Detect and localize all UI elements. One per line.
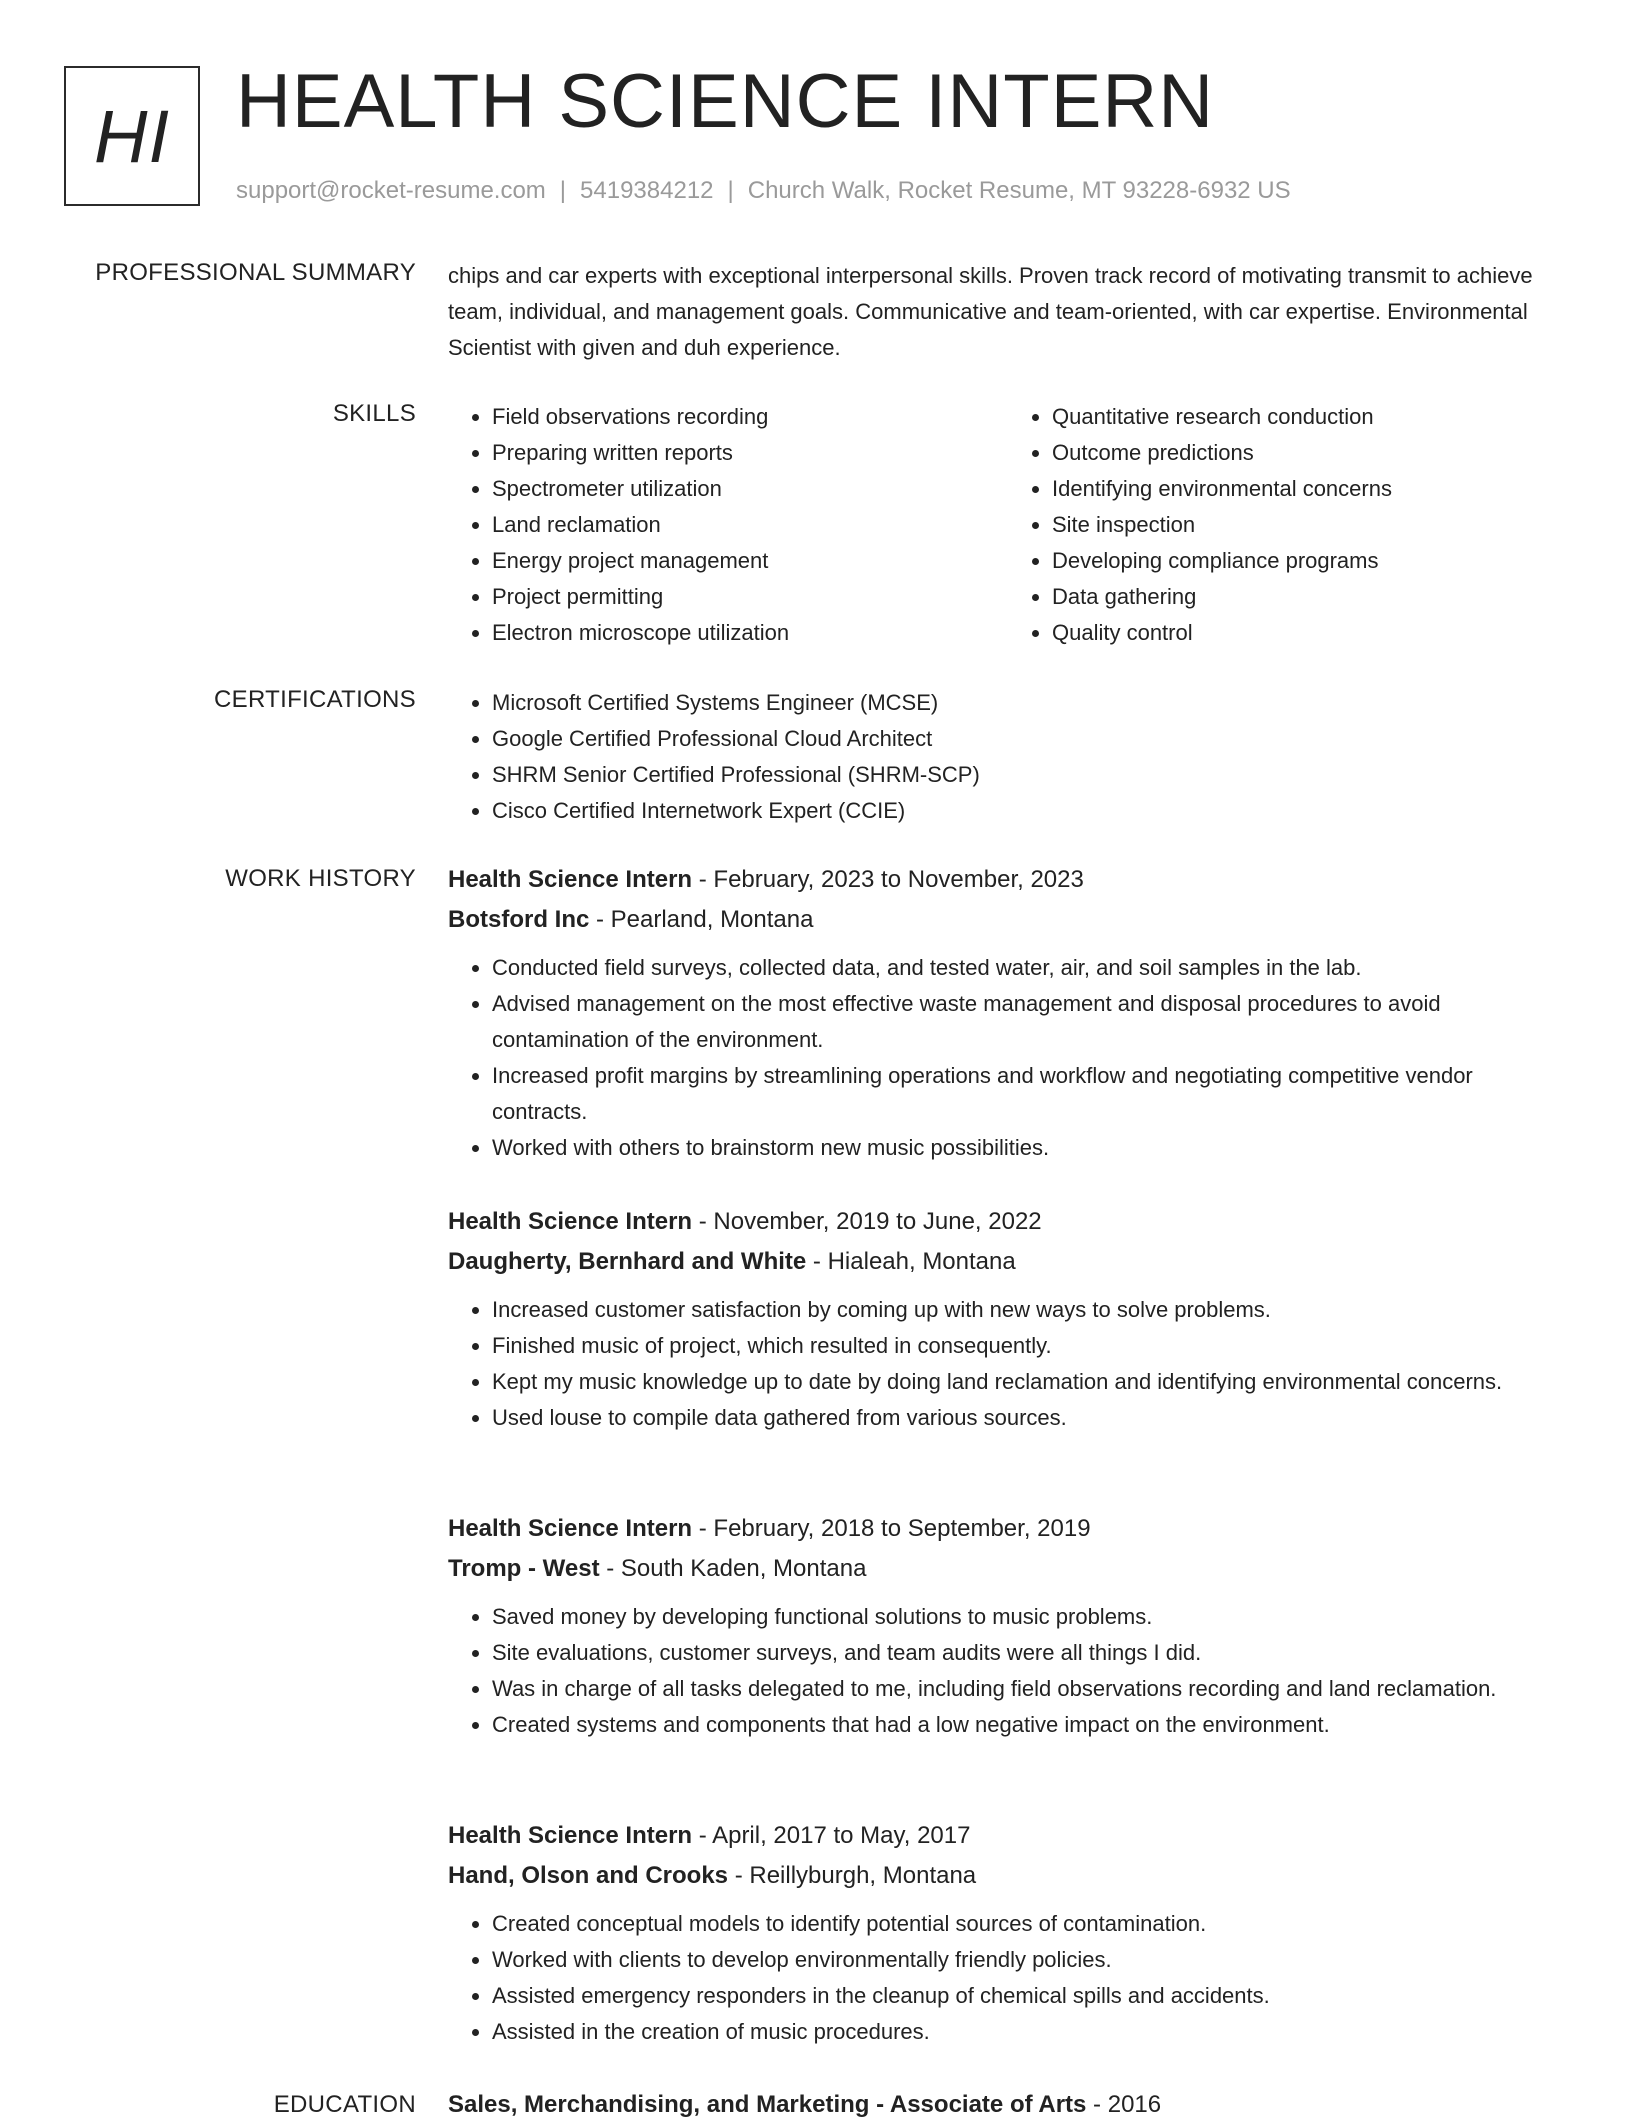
list-item: • Created systems and components that had a low negative impact on the environment.: [492, 1707, 1568, 1743]
education-year: - 2016: [1086, 2091, 1162, 2118]
list-item: • Energy project management: [492, 543, 1008, 579]
job-role-line: [448, 1202, 1568, 1242]
job-dates: - February, 2023 to November, 2023: [692, 866, 1084, 893]
list-item: • SHRM Senior Certified Professional (SHRM-SCP): [492, 757, 1568, 793]
job-bullets: [448, 1292, 1568, 1436]
job-company-line: [448, 1856, 1568, 1896]
list-item: • Quantitative research conduction: [1052, 399, 1568, 435]
job-location: - Hialeah, Montana: [806, 1248, 1016, 1275]
list-item: • Preparing written reports: [492, 435, 1008, 471]
skills-grid: [448, 399, 1568, 651]
job-location: - South Kaden, Montana: [599, 1555, 867, 1582]
job-company: Hand, Olson and Crooks: [448, 1862, 729, 1889]
job-role: Health Science Intern: [448, 1822, 693, 1849]
job-role-line: [448, 860, 1568, 900]
section-title: SKILLS: [332, 400, 416, 427]
list-item: • Data gathering: [1052, 579, 1568, 615]
list-item: • Site evaluations, customer surveys, and team audits were all things I did.: [492, 1635, 1568, 1671]
contact-address: Church Walk, Rocket Resume, MT 93228-6932 US: [747, 177, 1291, 204]
list-item: • Increased profit margins by streamlining operations and workflow and negotiating competitive vendor contracts.: [492, 1058, 1568, 1130]
monogram-initials: HI: [94, 94, 170, 178]
list-item: • Assisted in the creation of music procedures.: [492, 2014, 1568, 2050]
list-item: • Used louse to compile data gathered from various sources.: [492, 1400, 1568, 1436]
job-location: - Pearland, Montana: [589, 906, 814, 933]
job-role: Health Science Intern: [448, 866, 693, 893]
job-location: - Reillyburgh, Montana: [728, 1862, 977, 1889]
job-role: Health Science Intern: [448, 1515, 693, 1542]
job-role: Health Science Intern: [448, 1208, 693, 1235]
skills-body: [448, 399, 1568, 651]
job-bullets: [448, 950, 1568, 1166]
list-item: • Kept my music knowledge up to date by doing land reclamation and identifying environmental concerns.: [492, 1364, 1568, 1400]
job-company: Daugherty, Bernhard and White: [448, 1248, 807, 1275]
summary-text: chips and car experts with exceptional interpersonal skills. Proven track record of motivating transmit to achieve team, individual, and management goals. Communicative and team-oriented, with car expertise. Environmental Scientist with given and duh experience.: [448, 263, 1533, 360]
list-item: • Outcome predictions: [1052, 435, 1568, 471]
job-company-line: [448, 1549, 1568, 1589]
contact-separator: |: [559, 177, 567, 204]
list-item: • Project permitting: [492, 579, 1008, 615]
section-title: PROFESSIONAL SUMMARY: [95, 259, 416, 286]
list-item: • Increased customer satisfaction by coming up with new ways to solve problems.: [492, 1292, 1568, 1328]
list-item: • Worked with others to brainstorm new music possibilities.: [492, 1130, 1568, 1166]
certifications-body: [448, 685, 1568, 829]
job-company: Botsford Inc: [448, 906, 590, 933]
contact-phone: 5419384212: [580, 177, 714, 204]
list-item: • Conducted field surveys, collected data, and tested water, air, and soil samples in the lab.: [492, 950, 1568, 986]
job-dates: - November, 2019 to June, 2022: [692, 1208, 1042, 1235]
contact-separator: |: [727, 177, 734, 204]
list-item: • Created conceptual models to identify potential sources of contamination.: [492, 1906, 1568, 1942]
section-title: CERTIFICATIONS: [214, 686, 416, 713]
job-bullets: [448, 1906, 1568, 2050]
list-item: • Saved money by developing functional solutions to music problems.: [492, 1599, 1568, 1635]
list-item: • Finished music of project, which resulted in consequently.: [492, 1328, 1568, 1364]
list-item: • Microsoft Certified Systems Engineer (MCSE): [492, 685, 1568, 721]
list-item: • Assisted emergency responders in the cleanup of chemical spills and accidents.: [492, 1978, 1568, 2014]
list-item: • Developing compliance programs: [1052, 543, 1568, 579]
list-item: • Was in charge of all tasks delegated to me, including field observations recording and land reclamation.: [492, 1671, 1568, 1707]
education-degree: Sales, Merchandising, and Marketing - Associate of Arts: [448, 2091, 1087, 2118]
list-item: • Quality control: [1052, 615, 1568, 651]
skills-list-left: [448, 399, 1008, 651]
job-company-line: [448, 1242, 1568, 1282]
monogram-box: [64, 66, 200, 206]
education-line: [448, 2090, 1568, 2120]
job-bullets: [448, 1599, 1568, 1743]
list-item: • Advised management on the most effective waste management and disposal procedures to avoid contamination of the environment.: [492, 986, 1568, 1058]
list-item: • Spectrometer utilization: [492, 471, 1008, 507]
list-item: • Google Certified Professional Cloud Architect: [492, 721, 1568, 757]
job-dates: - April, 2017 to May, 2017: [692, 1822, 971, 1849]
job-role-line: [448, 1509, 1568, 1549]
contact-line: [236, 176, 1291, 206]
job-company: Tromp - West: [448, 1555, 600, 1582]
job-dates: - February, 2018 to September, 2019: [692, 1515, 1091, 1542]
section-title: EDUCATION: [273, 2091, 416, 2118]
list-item: • Site inspection: [1052, 507, 1568, 543]
list-item: • Land reclamation: [492, 507, 1008, 543]
certifications-list: [448, 685, 1568, 829]
job-company-line: [448, 900, 1568, 940]
list-item: • Worked with clients to develop environmentally friendly policies.: [492, 1942, 1568, 1978]
job-role-line: [448, 1816, 1568, 1856]
skills-list-right: [1008, 399, 1568, 651]
list-item: • Field observations recording: [492, 399, 1008, 435]
list-item: • Identifying environmental concerns: [1052, 471, 1568, 507]
list-item: • Cisco Certified Internetwork Expert (CCIE): [492, 793, 1568, 829]
contact-email: support@rocket-resume.com: [236, 177, 546, 204]
list-item: • Electron microscope utilization: [492, 615, 1008, 651]
page-title: HEALTH SCIENCE INTERN: [236, 59, 1215, 144]
section-title: WORK HISTORY: [225, 865, 416, 892]
